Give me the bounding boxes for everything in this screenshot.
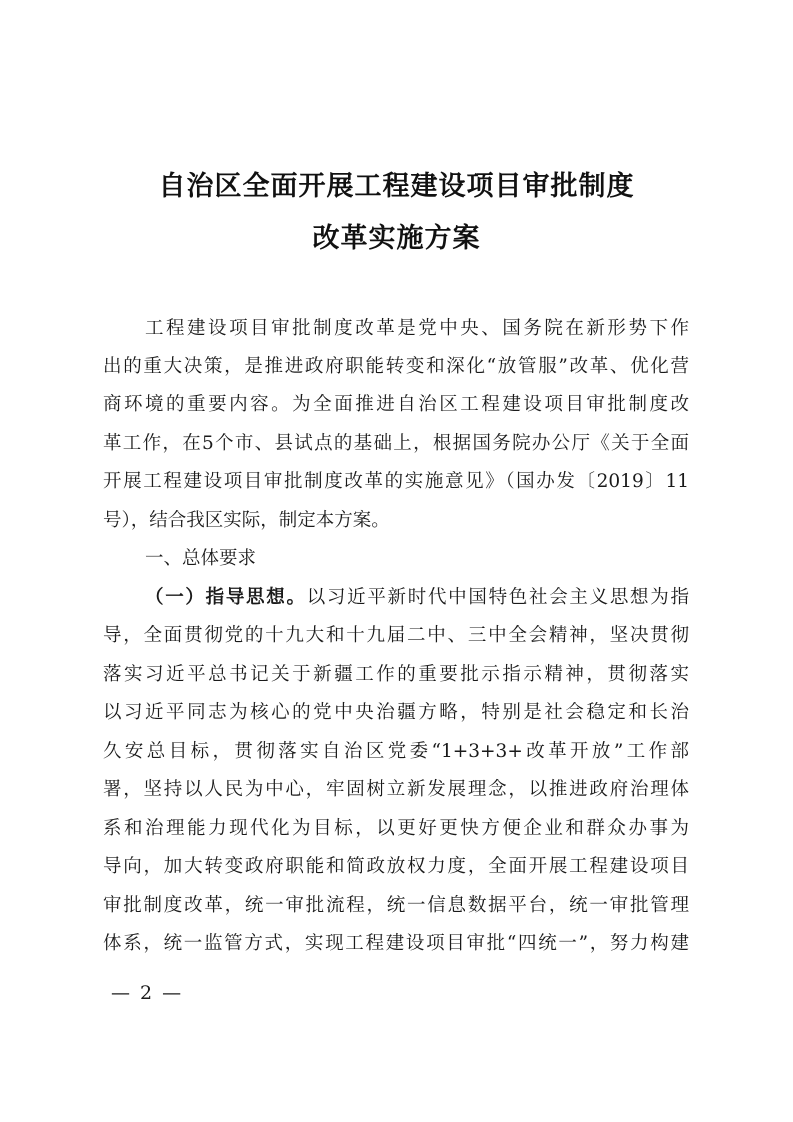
paragraph-line: 系和治理能力现代化为目标，以更好更快方便企业和群众办事为 (103, 818, 689, 839)
paragraph-line: 导向，加大转变政府职能和简政放权力度，全面开展工程建设项目 (103, 856, 689, 877)
paragraph-line: 革工作，在5个市、县试点的基础上，根据国务院办公厅《关于全面 (103, 433, 689, 454)
paragraph-line: 审批制度改革，统一审批流程，统一信息数据平台，统一审批管理 (103, 895, 689, 916)
paragraph-text-run: 以习近平新时代中国特色社会主义思想为指 (306, 587, 689, 608)
paragraph-line: 号），结合我区实际，制定本方案。 (103, 510, 390, 531)
paragraph-line: 久安总目标，贯彻落实自治区党委“1+3+3+改革开放”工作部 (103, 741, 689, 762)
document-title-line-1: 自治区全面开展工程建设项目审批制度 (158, 171, 635, 202)
paragraph-line: 开展工程建设项目审批制度改革的实施意见》（国办发〔2019〕11 (103, 471, 689, 492)
paragraph-line: 以习近平同志为核心的党中央治疆方略，特别是社会稳定和长治 (103, 702, 689, 723)
page-number: — 2 — (111, 982, 184, 1004)
paragraph-line: 体系，统一监管方式，实现工程建设项目审批“四统一”，努力构建 (103, 933, 689, 954)
paragraph-line: 商环境的重要内容。为全面推进自治区工程建设项目审批制度改 (103, 394, 689, 415)
paragraph-line: 工程建设项目审批制度改革是党中央、国务院在新形势下作 (145, 318, 689, 339)
subsection-heading: （一）指导思想。 (145, 587, 307, 608)
paragraph-line: 落实习近平总书记关于新疆工作的重要批示指示精神，贯彻落实 (103, 664, 689, 685)
paragraph-line-with-subheading (145, 583, 689, 613)
section-heading: 一、总体要求 (145, 548, 257, 569)
paragraph-line: 导，全面贯彻党的十九大和十九届二中、三中全会精神，坚决贯彻 (103, 625, 689, 646)
paragraph-line: 出的重大决策，是推进政府职能转变和深化“放管服”改革、优化营 (103, 356, 689, 377)
paragraph-line: 署，坚持以人民为中心，牢固树立新发展理念，以推进政府治理体 (103, 779, 689, 800)
document-title-line-2: 改革实施方案 (312, 223, 481, 254)
